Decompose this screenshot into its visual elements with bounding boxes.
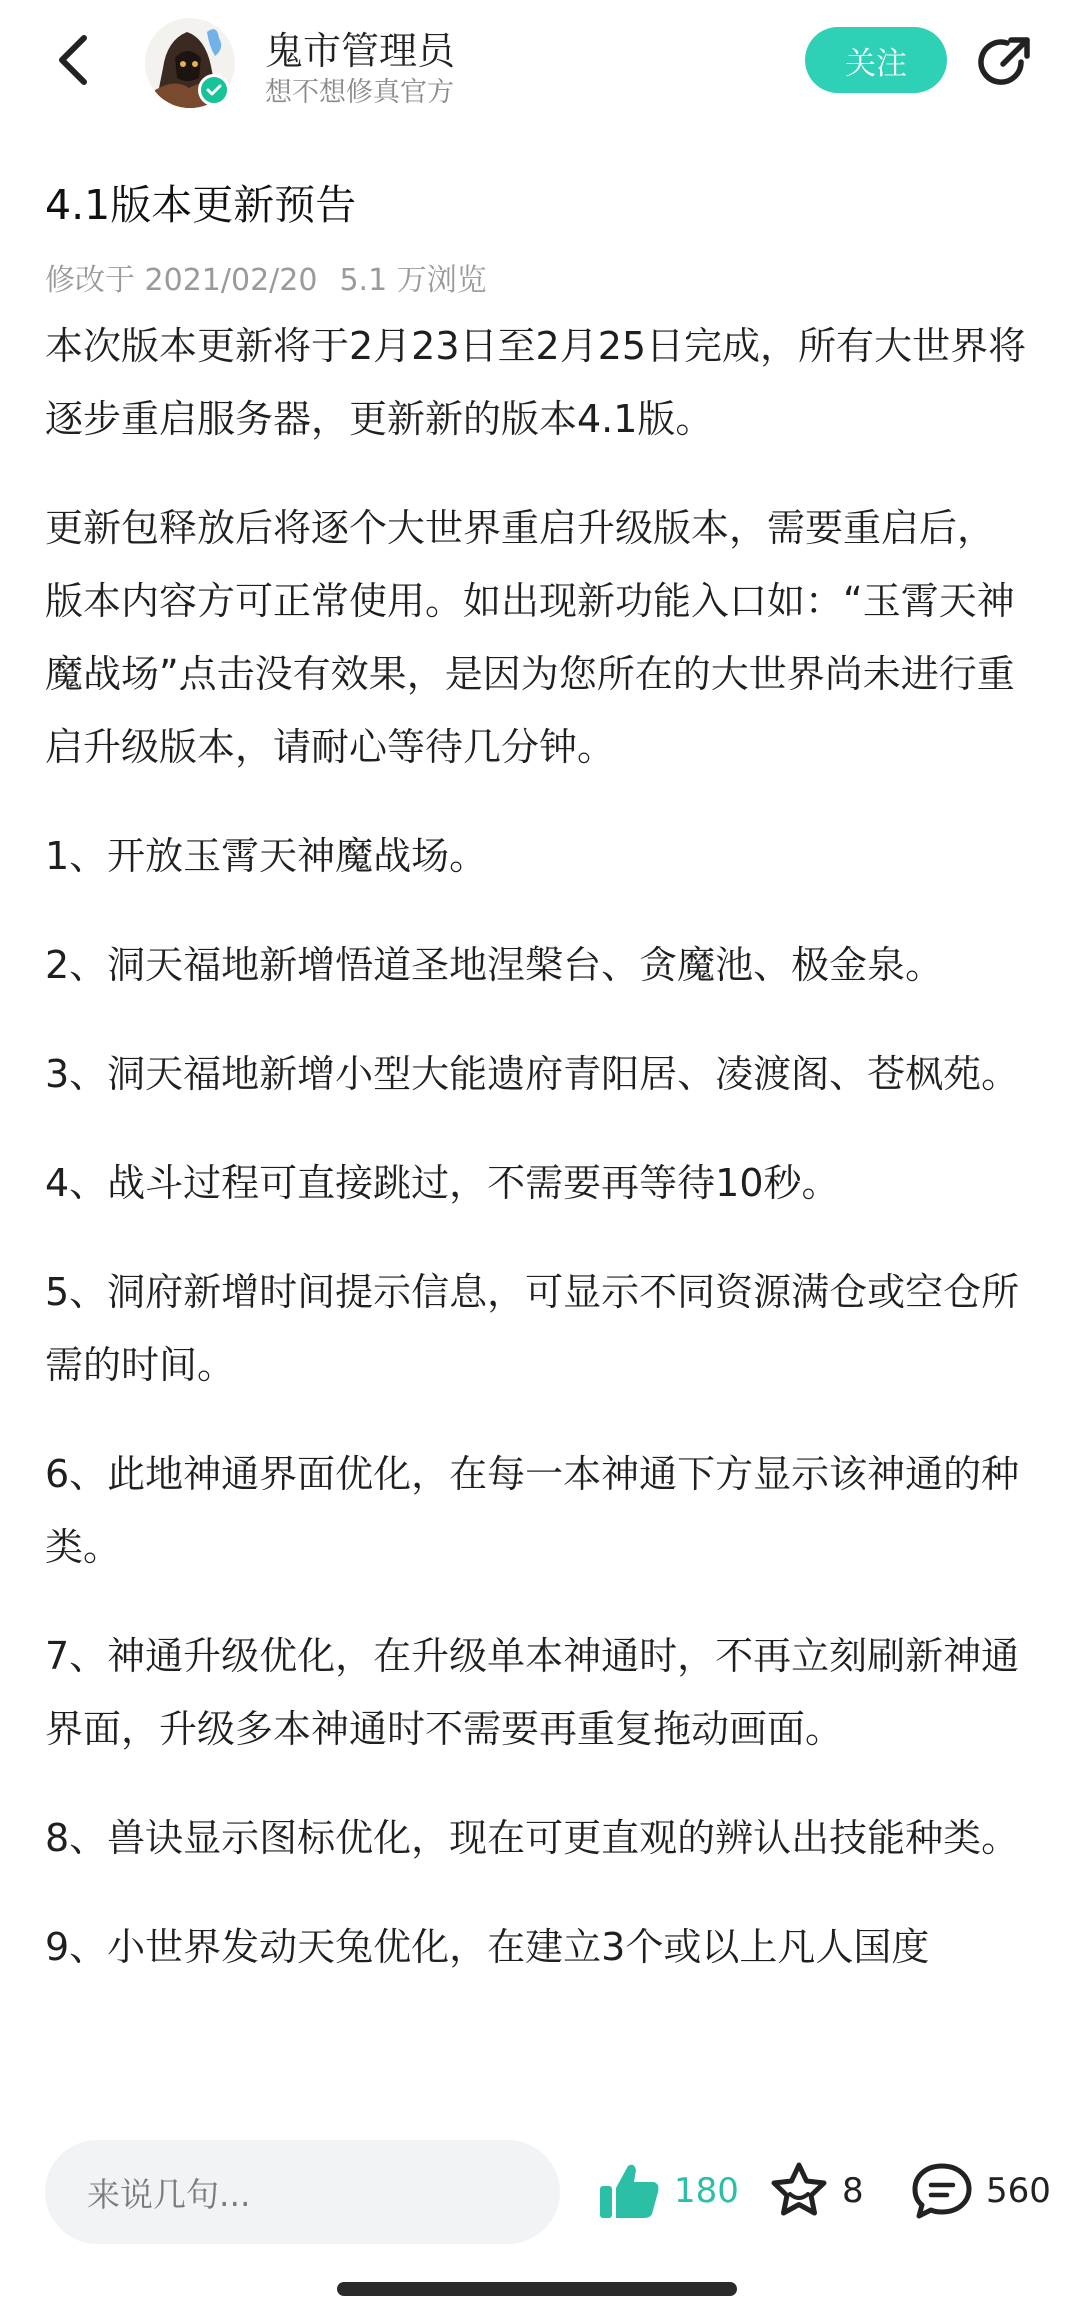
article-paragraph: 更新包释放后将逐个大世界重启升级版本，需要重启后，版本内容方可正常使用。如出现新功能入口如：“玉霄天神魔战场”点击没有效果，是因为您所在的大世界尚未进行重启升级版本，请耐心等待几分钟。 bbox=[45, 506, 1015, 769]
follow-button[interactable]: 关注 bbox=[805, 27, 947, 93]
article-paragraph: 4、战斗过程可直接跳过，不需要再等待10秒。 bbox=[45, 1161, 840, 1205]
speech-bubble-icon bbox=[910, 2161, 974, 2221]
share-arrow-icon bbox=[975, 32, 1035, 92]
modified-date: 修改于 2021/02/20 bbox=[45, 263, 318, 298]
article-meta bbox=[45, 255, 487, 299]
article-paragraph: 9、小世界发动天兔优化，在建立3个或以上凡人国度 bbox=[45, 1925, 930, 1969]
article-paragraph: 6、此地神通界面优化，在每一本神通下方显示该神通的种类。 bbox=[45, 1452, 1020, 1569]
comment-count: 560 bbox=[986, 2171, 1051, 2211]
article-body bbox=[45, 310, 1030, 2100]
article-paragraph: 3、洞天福地新增小型大能遗府青阳居、凌渡阁、苍枫苑。 bbox=[45, 1052, 1020, 1096]
top-header bbox=[0, 0, 1080, 150]
article-paragraph: 7、神通升级优化，在升级单本神通时，不再立刻刷新神通界面，升级多本神通时不需要再重复拖动画面。 bbox=[45, 1634, 1020, 1751]
home-indicator[interactable] bbox=[337, 2282, 737, 2296]
bottom-action-bar bbox=[0, 2105, 1080, 2315]
comment-button[interactable] bbox=[910, 2155, 1051, 2227]
favorite-count: 8 bbox=[842, 2171, 864, 2211]
favorite-button[interactable] bbox=[768, 2155, 864, 2227]
like-button[interactable] bbox=[598, 2155, 739, 2227]
like-count: 180 bbox=[674, 2171, 739, 2211]
content-fade bbox=[0, 2060, 1080, 2110]
author-subtitle: 想不想修真官方 bbox=[265, 77, 454, 108]
article-paragraph: 8、兽诀显示图标优化，现在可更直观的辨认出技能种类。 bbox=[45, 1816, 1020, 1860]
article-paragraph: 本次版本更新将于2月23日至2月25日完成，所有大世界将逐步重启服务器，更新新的版本4.1版。 bbox=[45, 324, 1027, 441]
view-count: 5.1 万浏览 bbox=[339, 263, 487, 298]
article-title: 4.1版本更新预告 bbox=[45, 181, 357, 229]
author-name[interactable]: 鬼市管理员 bbox=[265, 29, 456, 73]
share-button[interactable] bbox=[975, 32, 1035, 92]
article-paragraph: 1、开放玉霄天神魔战场。 bbox=[45, 834, 488, 878]
thumbs-up-icon bbox=[598, 2160, 662, 2222]
star-icon bbox=[768, 2160, 830, 2222]
back-button[interactable] bbox=[50, 30, 100, 90]
chevron-left-icon bbox=[50, 30, 100, 90]
comment-input[interactable]: 来说几句... bbox=[45, 2140, 560, 2244]
article-paragraph: 5、洞府新增时间提示信息，可显示不同资源满仓或空仓所需的时间。 bbox=[45, 1270, 1020, 1387]
article-paragraph: 2、洞天福地新增悟道圣地涅槃台、贪魔池、极金泉。 bbox=[45, 943, 944, 987]
verified-check-icon bbox=[198, 74, 230, 106]
